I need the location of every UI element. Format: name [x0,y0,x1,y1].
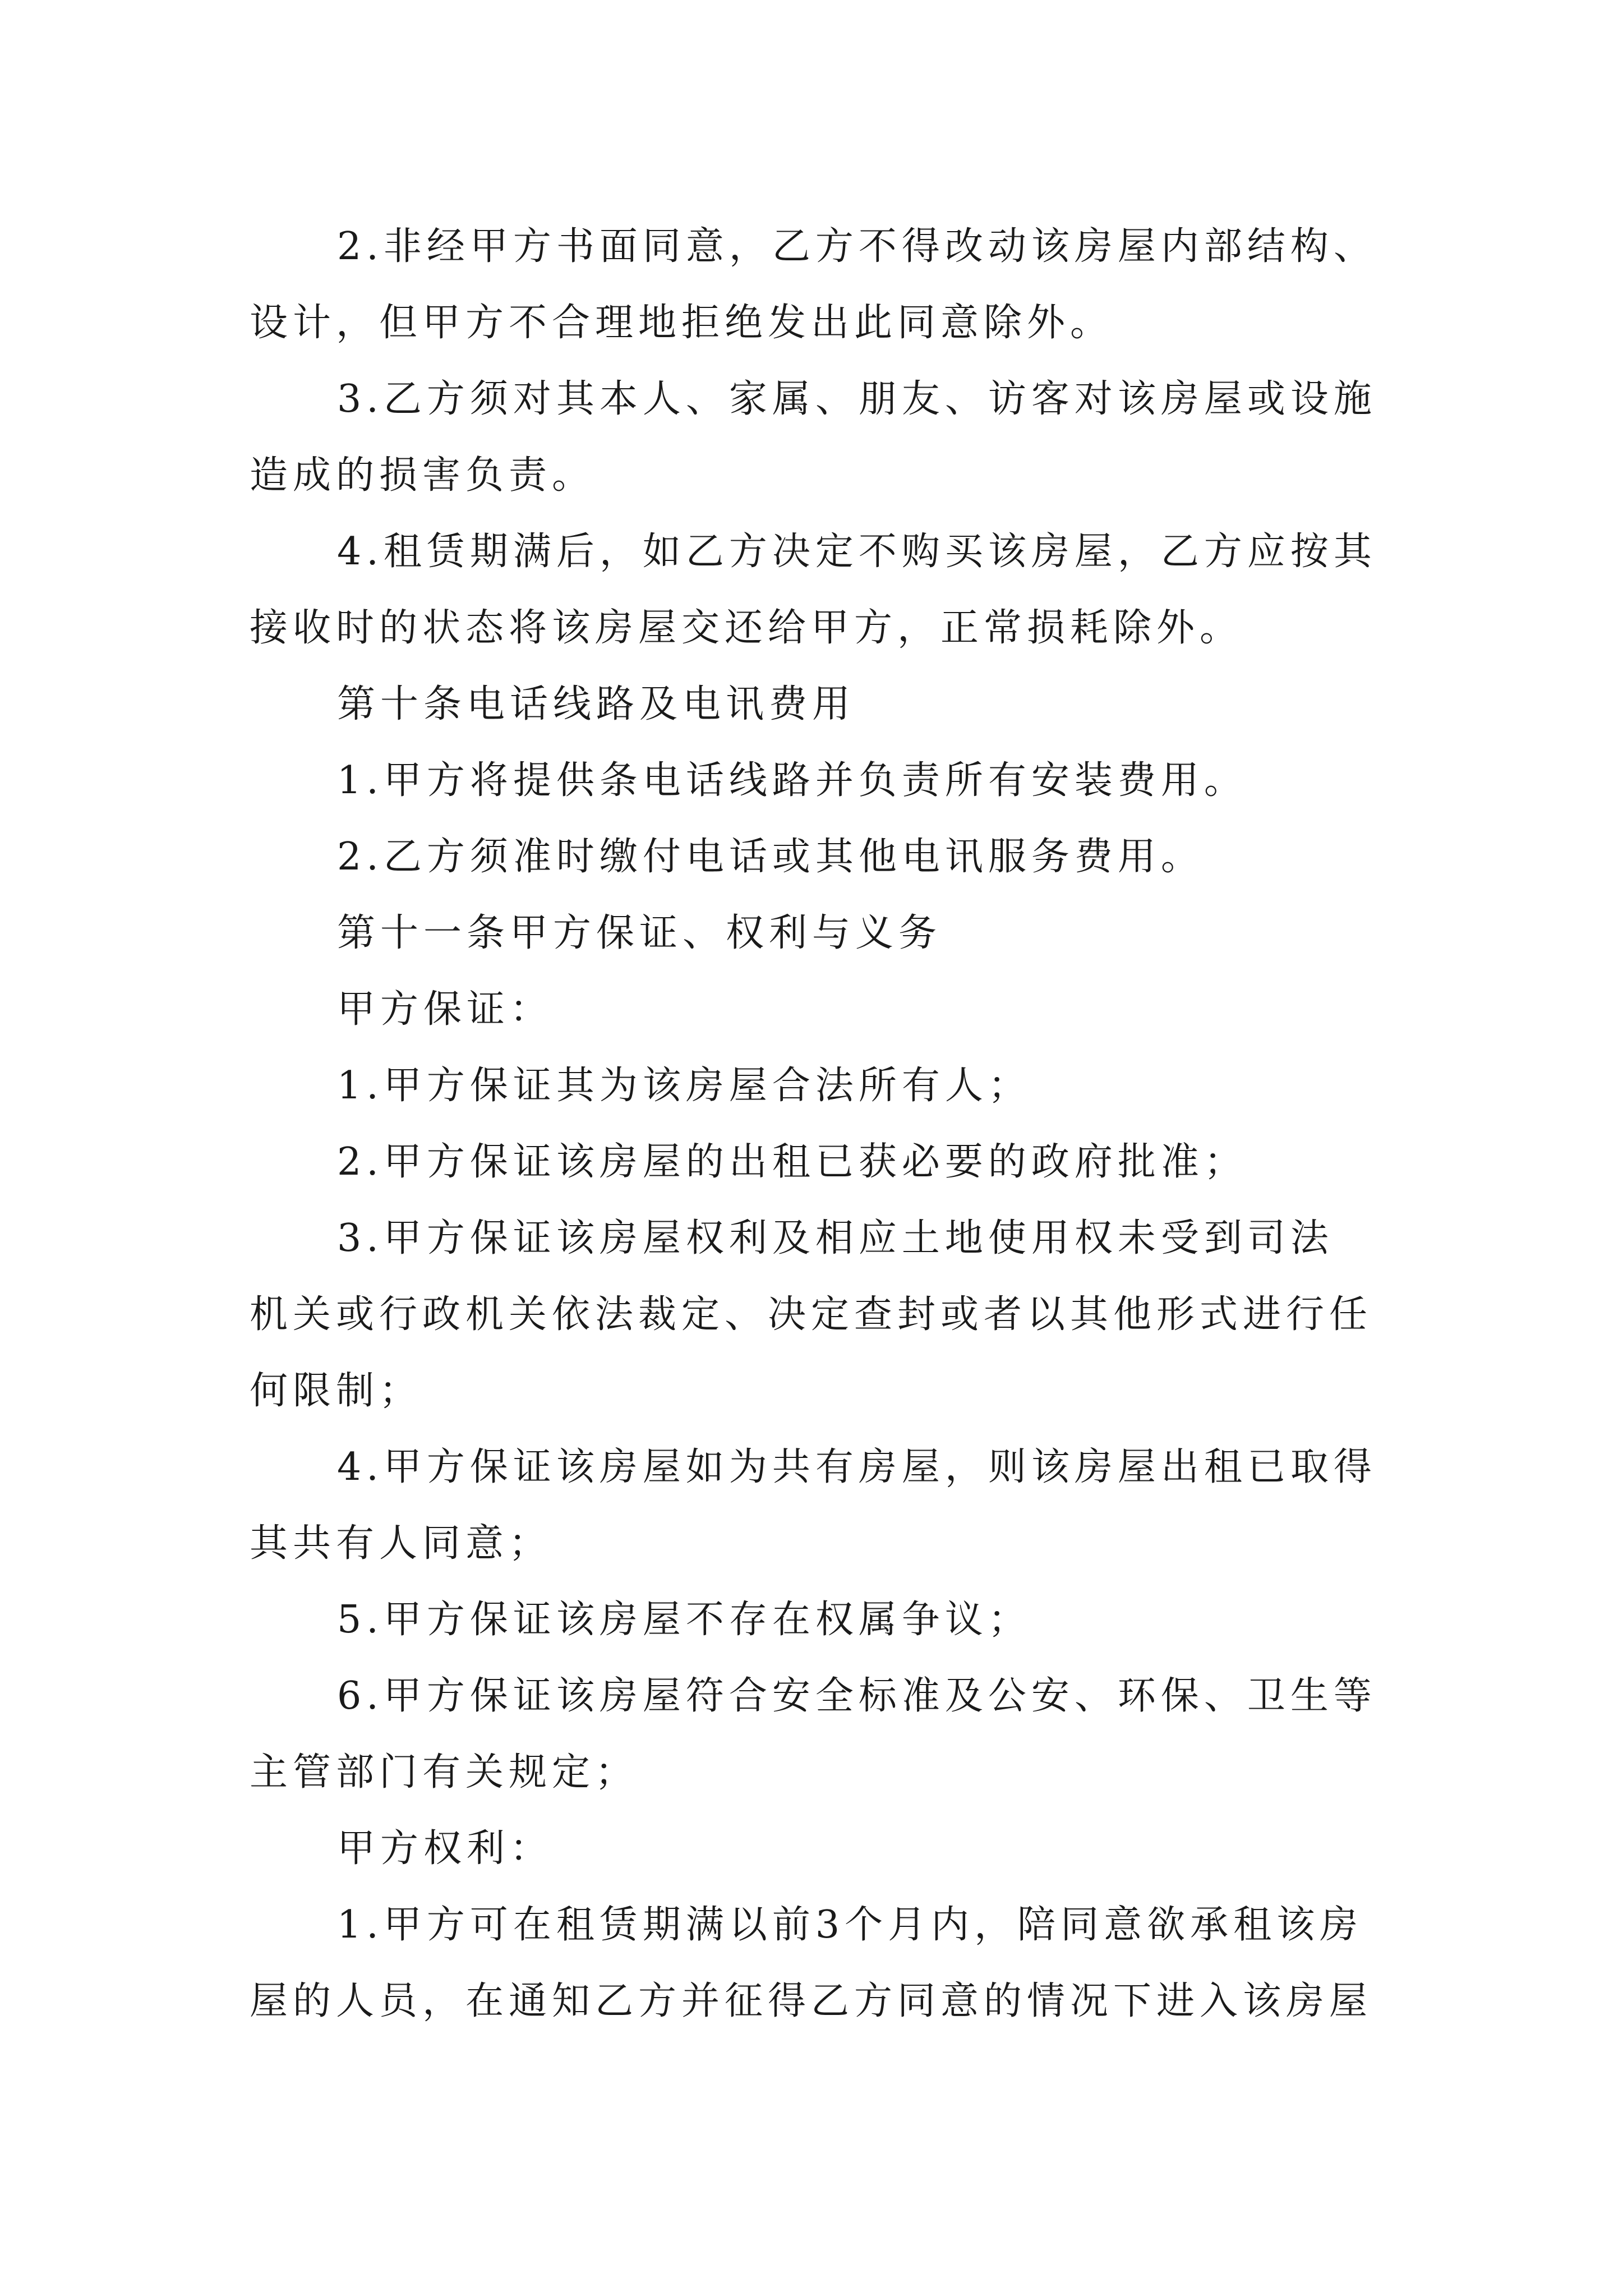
section-heading: 第十一条甲方保证、权利与义务 [337,911,942,955]
text-line: 接收时的状态将该房屋交还给甲方，正常损耗除外。 [250,606,1243,650]
text-line: 1.甲方可在租赁期满以前3个月内，陪同意欲承租该房 [337,1903,1363,1947]
text-line: 4.租赁期满后，如乙方决定不购买该房屋，乙方应按其 [337,530,1377,574]
text-line: 3.甲方保证该房屋权利及相应土地使用权未受到司法 [337,1216,1334,1260]
text-line: 5.甲方保证该房屋不存在权属争议； [337,1598,1031,1642]
document-body [250,209,1388,2040]
text-line: 造成的损害负责。 [250,453,596,498]
text-line: 其共有人同意； [250,1521,552,1566]
subsection-heading: 甲方权利： [337,1826,554,1871]
text-line: 4.甲方保证该房屋如为共有房屋，则该房屋出租已取得 [337,1445,1377,1489]
subsection-heading: 甲方保证： [337,987,554,1032]
text-line: 机关或行政机关依法裁定、决定查封或者以其他形式进行任 [250,1292,1373,1337]
text-line: 屋的人员，在通知乙方并征得乙方同意的情况下进入该房屋 [250,1979,1373,2023]
text-line: 2.非经甲方书面同意，乙方不得改动该房屋内部结构、 [337,224,1377,269]
text-line: 设计，但甲方不合理地拒绝发出此同意除外。 [250,301,1114,345]
text-line: 3.乙方须对其本人、家属、朋友、访客对该房屋或设施 [337,377,1377,421]
text-line: 何限制； [250,1369,423,1413]
text-line: 1.甲方保证其为该房屋合法所有人； [337,1064,1031,1108]
text-line: 主管部门有关规定； [250,1750,639,1795]
text-line: 6.甲方保证该房屋符合安全标准及公安、环保、卫生等 [337,1674,1377,1718]
text-line: 1.甲方将提供条电话线路并负责所有安装费用。 [337,758,1247,803]
text-line: 2.甲方保证该房屋的出租已获必要的政府批准； [337,1140,1247,1184]
section-heading: 第十条电话线路及电讯费用 [337,682,856,726]
text-line: 2.乙方须准时缴付电话或其他电讯服务费用。 [337,835,1204,879]
